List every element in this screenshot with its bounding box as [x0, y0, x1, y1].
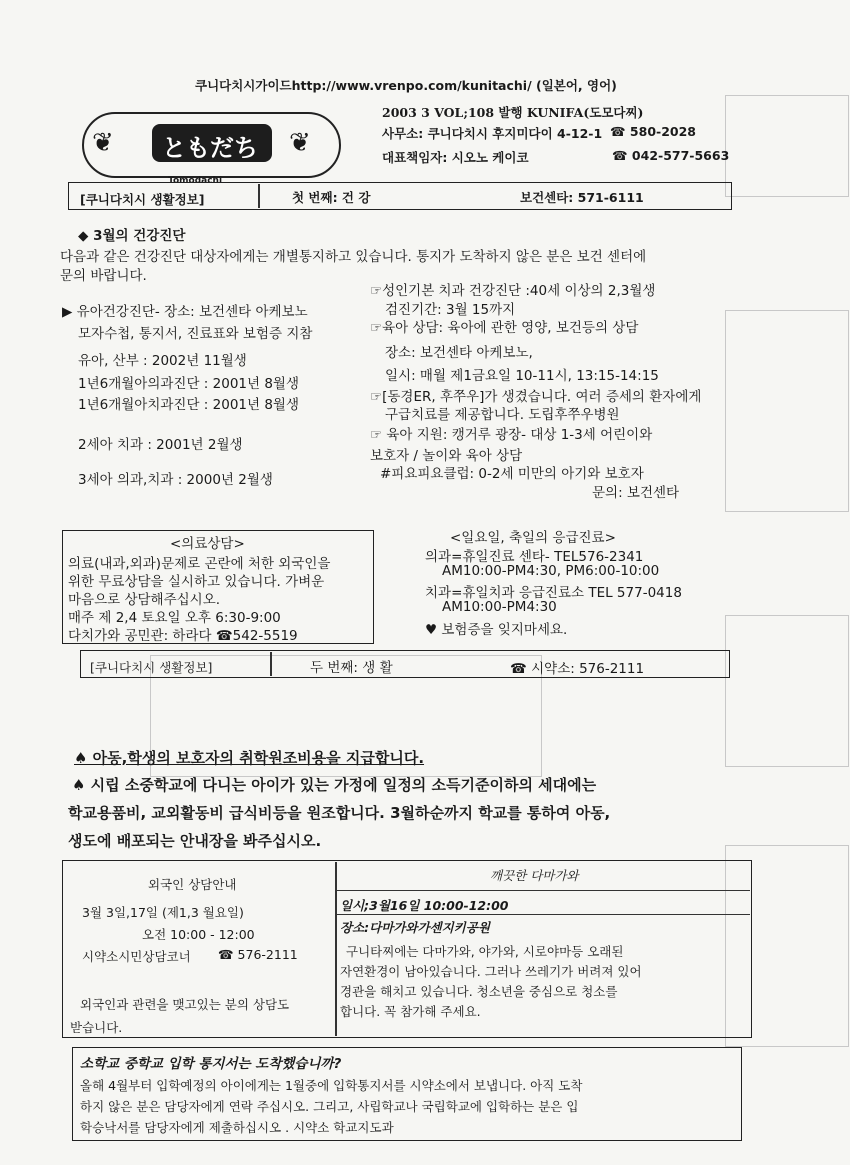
health-intro: 문의 바랍니다.: [60, 268, 147, 284]
representative: 대표책임자: 시오노 케이코: [382, 150, 529, 165]
consult-desc: 외국인과 관련을 맺고있는 분의 상담도: [80, 997, 290, 1012]
health-right-line: 일시: 매월 제1금요일 10-11시, 13:15-14:15: [385, 368, 659, 384]
bleed-through-box: [725, 95, 849, 197]
holiday-line: ♥ 보험증을 잊지마세요.: [425, 622, 568, 638]
notice-line: 하지 않은 분은 담당자에게 연락 주십시오. 그리고, 사립학교나 국립학교에 입학하는 분은 입: [80, 1099, 579, 1114]
health-right-line: #피요피요클럽: 0-2세 미만의 아기와 보호자: [380, 466, 644, 482]
consult-place: 시약소시민상담코너: [82, 949, 191, 964]
consult-date: 3월 3일,17일 (제1,3 월요일): [82, 905, 244, 920]
section2-label: [쿠니다치시 생활정보]: [90, 660, 213, 675]
health-left-line: ▶ 유아건강진단- 장소: 보건센타 아케보노: [62, 304, 308, 320]
notice-title: 소학교 중학교 입학 통지서는 도착했습니까?: [80, 1056, 342, 1072]
health-left-line: 유아, 산부 : 2002년 11월생: [78, 353, 247, 369]
section1-divider: [258, 184, 260, 208]
health-right-line: ☞육아 상담: 육아에 관한 영양, 보건등의 상담: [370, 320, 639, 336]
health-right-line: ☞성인기본 치과 건강진단 :40세 이상의 2,3월생: [370, 283, 656, 299]
consult-desc: 받습니다.: [70, 1020, 123, 1035]
cleanup-place: 장소:다마가와가센지키공원: [340, 920, 490, 935]
section1-topic: 첫 번째: 건 강: [292, 190, 371, 205]
dog-face-icon: ❦: [92, 128, 114, 158]
support-body: 학교용품비, 교외활동비 급식비등을 원조합니다. 3월하순까지 학교를 통하여 아동,: [68, 804, 611, 822]
health-left-line: 3세아 의과,치과 : 2000년 2월생: [78, 472, 273, 488]
consult-time: 오전 10:00 - 12:00: [142, 927, 255, 942]
support-headline: ♠ 아동,학생의 보호자의 취학원조비용을 지급합니다.: [74, 749, 425, 767]
health-right-line: 검진기간: 3월 15까지: [385, 302, 516, 318]
cleanup-line: 자연환경이 남아있습니다. 그러나 쓰레기가 버려져 있어: [340, 964, 642, 979]
cleanup-datetime: 일시;3월16일 10:00-12:00: [340, 898, 509, 913]
support-body: ♠ 시립 소중학교에 다니는 아이가 있는 가정에 일정의 소득기준이하의 세대에는: [72, 776, 597, 794]
bleed-through-box: [725, 615, 849, 767]
cleanup-title: 깨끗한 다마가와: [490, 868, 579, 883]
cleanup-line: 경관을 해치고 있습니다. 청소년을 중심으로 청소를: [340, 984, 618, 999]
logo-text: ともだち: [162, 134, 258, 162]
bleed-through-box: [725, 310, 849, 512]
health-right-line: 장소: 보건센타 아케보노,: [385, 345, 533, 361]
health-left-line: 모자수첩, 통지서, 진료표와 보험증 지참: [78, 326, 313, 342]
health-right-line: ☞[동경ER, 후쭈우]가 생겼습니다. 여러 증세의 환자에게: [370, 389, 702, 405]
medical-line: 매주 제 2,4 토요일 오후 6:30-9:00: [68, 610, 281, 626]
section1-label: [쿠니다치시 생활정보]: [80, 192, 205, 207]
support-body: 생도에 배포되는 안내장을 봐주십시오.: [68, 832, 322, 850]
health-right-line: 구급치료를 제공합니다. 도립후쭈우병원: [385, 407, 620, 423]
holiday-line: AM10:00-PM4:30: [442, 599, 557, 615]
health-right-line: 문의: 보건센타: [592, 485, 680, 501]
health-center-tel: 보건센타: 571-6111: [520, 190, 644, 205]
holiday-line: 치과=휴일치과 응급진료소 TEL 577-0418: [425, 585, 682, 601]
health-right-line: 보호자 / 놀이와 육아 상담: [370, 448, 523, 464]
consult-cleanup-divider: [335, 862, 337, 1036]
cleanup-datetime-rule: [337, 914, 750, 915]
medical-title: <의료상담>: [170, 536, 245, 552]
health-left-line: 2세아 치과 : 2001년 2월생: [78, 437, 243, 453]
city-office-tel: ☎ 시약소: 576-2111: [510, 661, 645, 677]
representative-tel: ☎ 042-577-5663: [612, 148, 730, 163]
consult-title: 외국인 상담안내: [148, 877, 237, 892]
medical-line: 위한 무료상담을 실시하고 있습니다. 가벼운: [68, 574, 325, 590]
issue-line: 2003 3 VOL;108 발행 KUNIFA(도모다찌): [382, 105, 644, 120]
cleanup-title-rule: [337, 890, 750, 891]
health-right-line: ☞ 육아 지원: 캥거루 광장- 대상 1-3세 어린이와: [370, 427, 653, 443]
holiday-line: AM10:00-PM4:30, PM6:00-10:00: [442, 563, 660, 579]
guide-line: 쿠니다치시가이드http://www.vrenpo.com/kunitachi/ (일본어, 영어): [195, 78, 617, 93]
notice-line: 학승낙서를 담당자에게 제출하십시오 . 시약소 학교지도과: [80, 1120, 394, 1135]
dog-face-icon: ❦: [289, 128, 311, 158]
holiday-line: 의과=휴일진료 센타- TEL576-2341: [425, 549, 644, 565]
cleanup-line: 합니다. 꼭 참가해 주세요.: [340, 1004, 481, 1019]
medical-line: 다치가와 공민관: 하라다 ☎542-5519: [68, 628, 298, 644]
health-left-line: 1년6개월아치과진단 : 2001년 8월생: [78, 397, 299, 413]
health-title: ◆ 3월의 건강진단: [78, 228, 186, 244]
health-left-line: 1년6개월아의과진단 : 2001년 8월생: [78, 376, 299, 392]
section2-divider: [270, 652, 272, 676]
notice-line: 올해 4월부터 입학예정의 아이에게는 1월중에 입학통지서를 시약소에서 보냅니다. 아직 도착: [80, 1078, 583, 1093]
logo-subtitle: Tomodachi: [168, 176, 223, 186]
logo: [82, 112, 341, 178]
medical-line: 의료(내과,외과)문제로 곤란에 처한 외국인을: [68, 556, 331, 572]
office-tel: ☎ 580-2028: [610, 124, 696, 139]
cleanup-line: 구니타찌에는 다마가와, 야가와, 시로야마등 오래된: [346, 944, 624, 959]
health-intro: 다음과 같은 건강진단 대상자에게는 개별통지하고 있습니다. 통지가 도착하지 않은 분은 보건 센터에: [60, 249, 647, 265]
section2-topic: 두 번째: 생 활: [310, 660, 393, 676]
logo-text-box: [152, 124, 272, 162]
medical-line: 마음으로 상담해주십시오.: [68, 592, 221, 608]
consult-tel: ☎ 576-2111: [218, 947, 298, 962]
office-address: 사무소: 쿠니다치시 후지미다이 4-12-1: [382, 126, 603, 141]
holiday-title: <일요일, 축일의 응급진료>: [450, 530, 616, 546]
